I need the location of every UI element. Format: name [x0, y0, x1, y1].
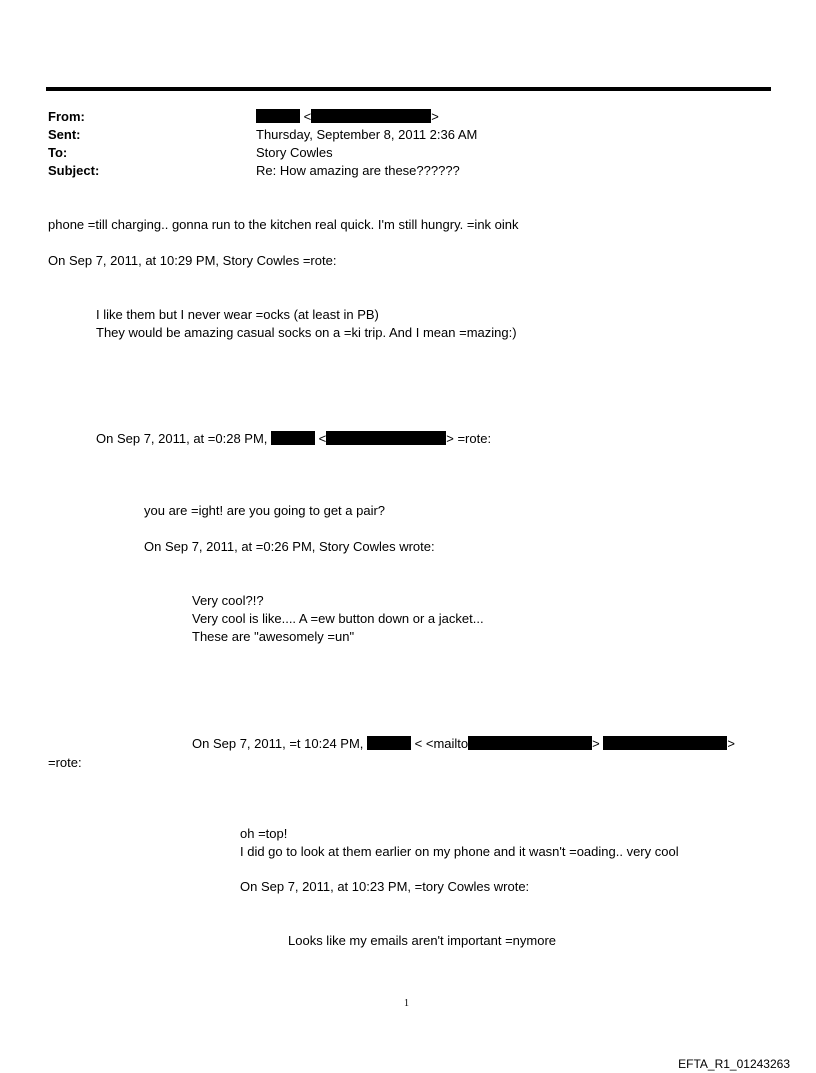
to-value: Story Cowles	[256, 145, 333, 160]
redacted-email	[326, 431, 446, 445]
quote2-lt: <	[318, 431, 327, 446]
sent-value: Thursday, September 8, 2011 2:36 AM	[256, 127, 478, 142]
quote1-line-2: They would be amazing casual socks on a =ki trip. And I mean =mazing:)	[96, 325, 517, 340]
redacted-name	[367, 736, 411, 750]
quote3-line-2: Very cool is like.... A =ew button down or a jacket...	[192, 611, 484, 626]
quote1-intro: On Sep 7, 2011, at 10:29 PM, Story Cowles =rote:	[48, 253, 337, 268]
to-label: To:	[48, 145, 68, 160]
bates-number: EFTA_R1_01243263	[678, 1057, 790, 1071]
from-lt: <	[303, 109, 312, 124]
quote3-line-1: Very cool?!?	[192, 593, 264, 608]
quote5-intro: On Sep 7, 2011, at 10:23 PM, =tory Cowles wrote:	[240, 879, 530, 894]
redacted-email	[603, 736, 727, 750]
quote4-intro-text: On Sep 7, 2011, =t 10:24 PM,	[192, 736, 364, 751]
quote4-wrap: =rote:	[48, 755, 82, 770]
redacted-name	[271, 431, 315, 445]
quote4-intro	[192, 736, 735, 752]
subject-label: Subject:	[48, 163, 100, 178]
from-label: From:	[48, 109, 85, 124]
quote4-line-1: oh =top!	[240, 826, 288, 841]
quote3-line-3: These are "awesomely =un"	[192, 629, 355, 644]
quote2-post: > =rote:	[446, 431, 492, 446]
redacted-email	[311, 109, 431, 123]
quote3-intro: On Sep 7, 2011, at =0:26 PM, Story Cowles wrote:	[144, 539, 435, 554]
quote4-gt-1: >	[592, 736, 600, 751]
subject-value: Re: How amazing are these??????	[256, 163, 460, 178]
from-gt: >	[431, 109, 439, 124]
redacted-email	[468, 736, 592, 750]
quote2-intro	[96, 431, 491, 447]
header-rule	[46, 87, 771, 91]
quote4-line-2: I did go to look at them earlier on my phone and it wasn't =oading.. very cool	[240, 844, 679, 859]
quote2-line-1: you are =ight! are you going to get a pair?	[144, 503, 386, 518]
body-line-1: phone =till charging.. gonna run to the kitchen real quick. I'm still hungry. =ink oink	[48, 217, 519, 232]
sent-label: Sent:	[48, 127, 81, 142]
from-value	[256, 109, 439, 125]
quote1-line-1: I like them but I never wear =ocks (at least in PB)	[96, 307, 379, 322]
page-number: 1	[404, 998, 409, 1009]
quote5-line-1: Looks like my emails aren't important =nymore	[288, 933, 557, 948]
quote4-mailto: < <mailto	[414, 736, 469, 751]
quote4-gt-2: >	[727, 736, 735, 751]
redacted-name	[256, 109, 300, 123]
quote2-intro-text: On Sep 7, 2011, at =0:28 PM,	[96, 431, 268, 446]
